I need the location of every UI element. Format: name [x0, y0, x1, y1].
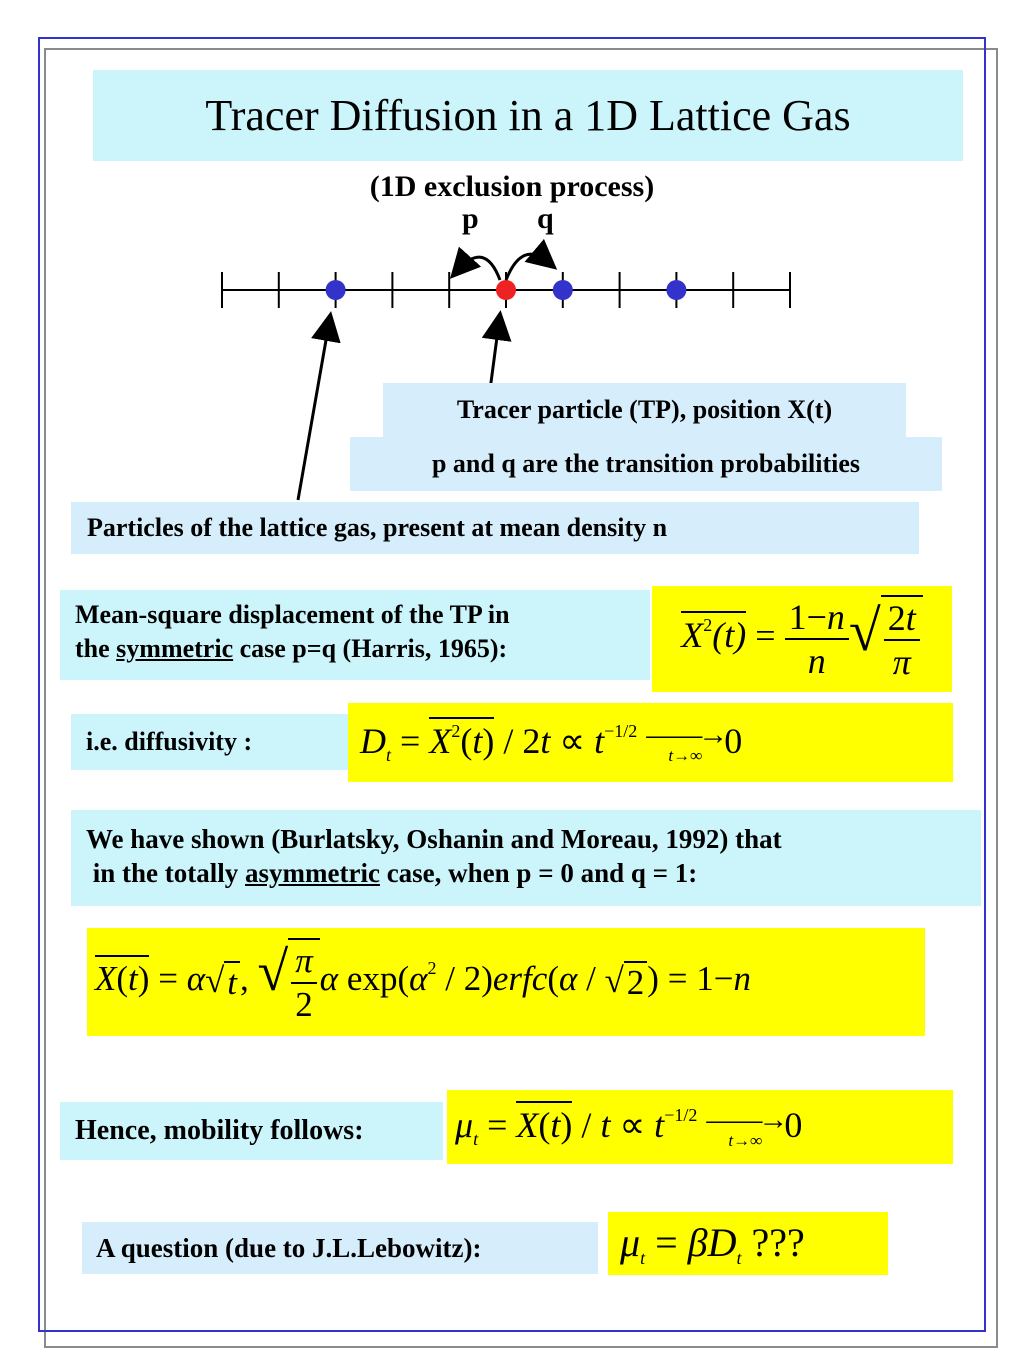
tracer-label-box	[383, 383, 906, 437]
mobility-formula-box	[447, 1090, 953, 1164]
hop-left-arrow	[458, 257, 500, 280]
gas-particle	[326, 280, 346, 300]
question-box	[82, 1222, 598, 1274]
asym-formula-box	[87, 928, 925, 1036]
diffusivity-box	[71, 714, 349, 770]
question-formula-box	[608, 1212, 888, 1275]
shown-line2-pre: in the totally	[86, 858, 245, 888]
shown-line2	[86, 856, 981, 890]
diffusivity-formula-box	[348, 703, 953, 782]
mobility-label: Hence, mobility follows:	[75, 1115, 364, 1146]
msd-line2-pre: the	[75, 634, 117, 663]
pq-label-box	[350, 437, 942, 491]
tracer-label: Tracer particle (TP), position X(t)	[456, 395, 833, 424]
tracer-pointer-arrow	[490, 322, 499, 390]
msd-formula: $X^2(t)$ = $\frac{1-n}{n}$ √ $\frac{2t}{\pi}$	[681, 595, 922, 683]
mobility-box	[60, 1102, 443, 1160]
p-label: p	[462, 202, 479, 235]
subtitle: (1D exclusion process)	[369, 170, 655, 203]
tracer-particle	[496, 280, 516, 300]
gas-pointer-arrow	[298, 323, 329, 500]
shown-line1: We have shown (Burlatsky, Oshanin and Moreau, 1992) that	[86, 824, 782, 854]
gas-particle	[666, 280, 686, 300]
question-label: A question (due to J.L.Lebowitz):	[96, 1233, 482, 1263]
msd-text-box	[60, 590, 650, 680]
msd-line2	[75, 632, 650, 666]
msd-symmetric: symmetric	[116, 634, 234, 663]
pq-label: p and q are the transition probabilities	[431, 449, 861, 478]
q-label: q	[537, 202, 554, 235]
msd-line2-post: case p=q (Harris, 1965):	[233, 634, 508, 663]
asym-formula: X(t) = α √ t , √ $\frac{\pi}{2}$ α $\exp(\alpha^2$ / 2)erfc(α / √ 2 ) = 1−n	[95, 938, 751, 1026]
diffusivity-label: i.e. diffusivity :	[86, 727, 253, 756]
msd-formula-box	[652, 586, 952, 692]
shown-asymmetric: asymmetric	[245, 858, 380, 888]
question-formula: $\mu_t = \beta D_t$ ???	[620, 1219, 805, 1268]
slide-title: Tracer Diffusion in a 1D Lattice Gas	[205, 91, 851, 140]
gas-label: Particles of the lattice gas, present at mean density n	[87, 513, 668, 542]
mobility-formula: $\mu_t = X(t) / t \propto t^{-1/2}$ ——→ t→∞ 0	[455, 1102, 803, 1150]
gas-particle	[553, 280, 573, 300]
shown-box	[71, 810, 981, 906]
diffusivity-formula: $D_t = X^2(t) / 2t \propto t^{-1/2}$ ——→ t→∞ 0	[360, 718, 743, 766]
shown-line2-post: case, when p = 0 and q = 1:	[379, 858, 698, 888]
msd-line1: Mean-square displacement of the TP in	[75, 600, 510, 629]
gas-label-box	[71, 502, 919, 554]
hop-right-arrow	[506, 254, 548, 280]
